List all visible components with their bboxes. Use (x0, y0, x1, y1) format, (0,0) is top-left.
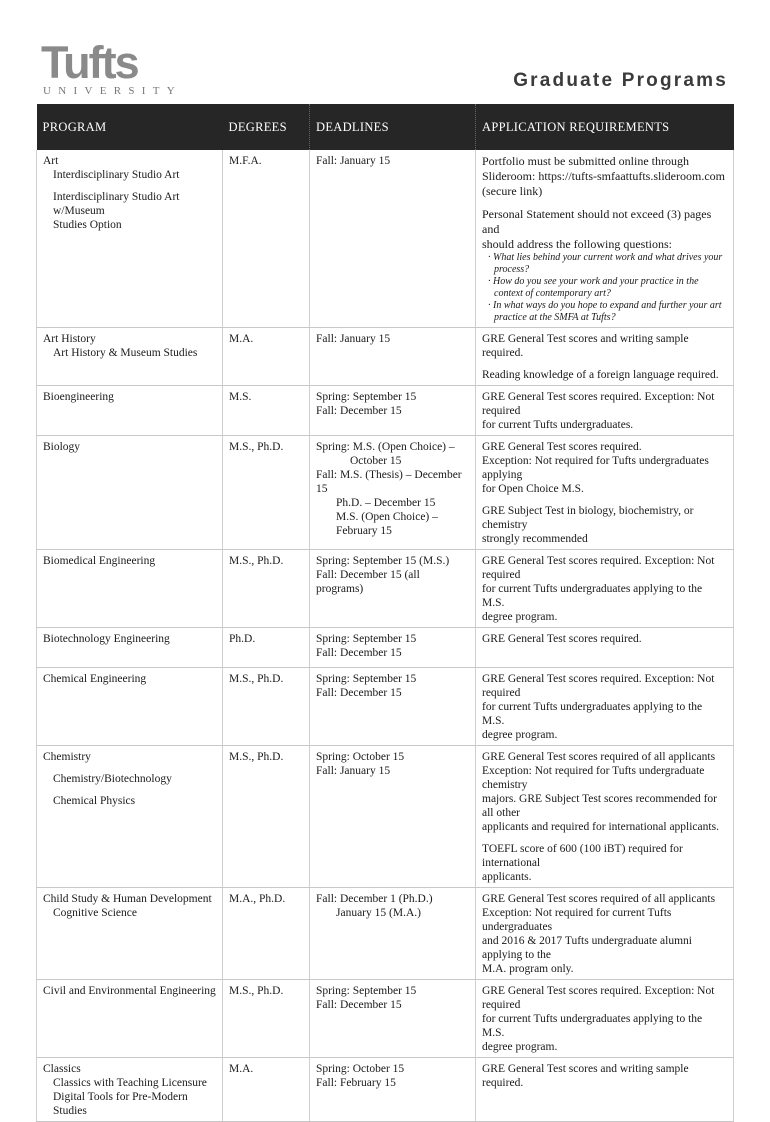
cell-line: Digital Tools for Pre-Modern Studies (53, 1091, 188, 1117)
deadlines-cell (310, 550, 476, 628)
deadlines-cell (310, 888, 476, 980)
requirements-cell (476, 746, 734, 888)
degrees-cell (223, 436, 310, 550)
requirements-cell (476, 150, 734, 328)
cell-line: Classics with Teaching Licensure (53, 1077, 207, 1089)
degrees-text: M.S., Ph.D. (229, 555, 284, 567)
cell-line (482, 834, 727, 842)
logo-university: UNIVERSITY (43, 85, 182, 97)
cell-line: Art (43, 155, 59, 167)
page-title: Graduate Programs (513, 70, 728, 91)
deadlines-cell (310, 150, 476, 328)
col-header-requirements: APPLICATION REQUIREMENTS (476, 104, 734, 150)
cell-line: GRE Subject Test in biology, biochemistry, or chemistry (482, 505, 694, 531)
table-row (37, 386, 734, 436)
degrees-text: M.A., Ph.D. (229, 893, 286, 905)
cell-line: GRE General Test scores required of all applicants (482, 751, 716, 763)
degrees-text: Ph.D. (229, 633, 256, 645)
cell-line: Exception: Not required for current Tufts undergraduates (482, 907, 672, 933)
deadlines-cell (310, 386, 476, 436)
degrees-cell (223, 328, 310, 386)
cell-line: Spring: September 15 (M.S.) (316, 555, 450, 567)
requirements-cell (476, 386, 734, 436)
program-cell (37, 628, 223, 668)
cell-line: applicants. (482, 871, 532, 883)
cell-line: for current Tufts undergraduates. (482, 419, 634, 431)
cell-line (43, 786, 216, 794)
cell-line: October 15 (350, 455, 402, 467)
cell-line: Fall: January 15 (316, 155, 391, 167)
degrees-text: M.S., Ph.D. (229, 985, 284, 997)
table-row (37, 746, 734, 888)
table-row (37, 668, 734, 746)
cell-line: Exception: Not required for Tufts undergraduates applying (482, 455, 709, 481)
cell-line (482, 496, 727, 504)
cell-line: Biotechnology Engineering (43, 633, 170, 645)
cell-line: GRE General Test scores required. (482, 633, 642, 645)
degrees-cell (223, 746, 310, 888)
cell-line: and 2016 & 2017 Tufts undergraduate alumni applying to the (482, 935, 692, 961)
cell-line: Chemical Engineering (43, 673, 147, 685)
cell-line: Ph.D. – December 15 (336, 497, 436, 509)
cell-line: Portfolio must be submitted online through (482, 154, 689, 168)
cell-line: Spring: September 15 (316, 633, 417, 645)
cell-line: Civil and Environmental Engineering (43, 985, 216, 997)
cell-line: Fall: February 15 (316, 1077, 396, 1089)
cell-line: Fall: December 15 (316, 405, 402, 417)
cell-line: Spring: October 15 (316, 1063, 405, 1075)
degrees-text: M.F.A. (229, 155, 262, 167)
cell-line: GRE General Test scores required. Exception: Not required (482, 673, 715, 699)
cell-line: Reading knowledge of a foreign language required. (482, 369, 719, 381)
requirements-cell (476, 980, 734, 1058)
cell-line: Chemistry (43, 751, 91, 763)
cell-line: Cognitive Science (53, 907, 137, 919)
cell-line: Fall: December 15 (316, 647, 402, 659)
degrees-cell (223, 668, 310, 746)
program-cell (37, 328, 223, 386)
col-header-deadlines: DEADLINES (310, 104, 476, 150)
cell-line: Fall: January 15 (316, 765, 391, 777)
requirements-cell (476, 436, 734, 550)
programs-table (36, 104, 734, 1122)
program-cell (37, 746, 223, 888)
requirements-cell (476, 668, 734, 746)
cell-line: Chemical Physics (53, 795, 136, 807)
cell-line: Biology (43, 441, 81, 453)
cell-line: Fall: January 15 (316, 333, 391, 345)
degrees-text: M.S., Ph.D. (229, 673, 284, 685)
cell-line: Slideroom: https://tufts-smfaattufts.slideroom.com (482, 169, 725, 183)
logo-wordmark: Tufts (41, 37, 138, 88)
cell-line: Fall: December 15 (316, 687, 402, 699)
cell-line: Art History (43, 333, 96, 345)
col-header-degrees: DEGREES (223, 104, 310, 150)
cell-line: applicants and required for international applicants. (482, 821, 719, 833)
degrees-text: M.S., Ph.D. (229, 751, 284, 763)
cell-line: GRE General Test scores required of all applicants (482, 893, 716, 905)
cell-line: for current Tufts undergraduates applying to the M.S. (482, 701, 703, 727)
degrees-cell (223, 386, 310, 436)
program-cell (37, 888, 223, 980)
cell-line: Spring: September 15 (316, 673, 417, 685)
table-row (37, 436, 734, 550)
cell-line: GRE General Test scores required. (482, 441, 642, 453)
cell-line: Exception: Not required for Tufts undergraduate chemistry (482, 765, 705, 791)
deadlines-cell (310, 980, 476, 1058)
cell-line: strongly recommended (482, 533, 588, 545)
tufts-logo (41, 37, 182, 97)
cell-line: majors. GRE Subject Test scores recommended for all other (482, 793, 717, 819)
cell-line: January 15 (M.A.) (336, 907, 421, 919)
degrees-cell (223, 150, 310, 328)
cell-line: Bioengineering (43, 391, 114, 403)
cell-line: for Open Choice M.S. (482, 483, 584, 495)
program-cell (37, 1058, 223, 1122)
cell-line: Chemistry/Biotechnology (53, 773, 172, 785)
table-row (37, 980, 734, 1058)
deadlines-cell (310, 436, 476, 550)
cell-line: Spring: September 15 (316, 985, 417, 997)
requirements-cell (476, 1058, 734, 1122)
table-row (37, 628, 734, 668)
degrees-text: M.S. (229, 391, 252, 403)
cell-line: Spring: M.S. (Open Choice) – (316, 441, 455, 453)
table-row (37, 550, 734, 628)
cell-line: M.A. program only. (482, 963, 574, 975)
requirements-cell (476, 328, 734, 386)
cell-line: degree program. (482, 729, 558, 741)
cell-line: Child Study & Human Development (43, 893, 212, 905)
cell-line: February 15 (336, 525, 392, 537)
table-row (37, 150, 734, 328)
program-cell (37, 150, 223, 328)
cell-line: Spring: September 15 (316, 391, 417, 403)
degrees-text: M.S., Ph.D. (229, 441, 284, 453)
col-header-program: PROGRAM (37, 104, 223, 150)
cell-line: for current Tufts undergraduates applying to the M.S. (482, 1013, 703, 1039)
cell-line: should address the following questions: (482, 237, 672, 251)
cell-line (43, 764, 216, 772)
table-row (37, 888, 734, 980)
cell-line: GRE General Test scores required. Exception: Not required (482, 555, 715, 581)
program-cell (37, 550, 223, 628)
cell-line: Fall: M.S. (Thesis) – December 15 (316, 469, 462, 495)
program-cell (37, 436, 223, 550)
program-cell (37, 386, 223, 436)
cell-line: (secure link) (482, 184, 543, 198)
cell-line: Interdisciplinary Studio Art (53, 169, 180, 181)
degrees-text: M.A. (229, 1063, 254, 1075)
cell-line: Art History & Museum Studies (53, 347, 198, 359)
degrees-text: M.A. (229, 333, 254, 345)
degrees-cell (223, 1058, 310, 1122)
cell-line: TOEFL score of 600 (100 iBT) required for international (482, 843, 683, 869)
cell-line: Personal Statement should not exceed (3) pages and (482, 207, 712, 236)
question-item: · What lies behind your current work and what drives your process? (488, 252, 723, 275)
requirements-cell (476, 550, 734, 628)
degrees-cell (223, 628, 310, 668)
table-row (37, 1058, 734, 1122)
deadlines-cell (310, 628, 476, 668)
deadlines-cell (310, 1058, 476, 1122)
table-row (37, 328, 734, 386)
cell-line: degree program. (482, 611, 558, 623)
cell-line: M.S. (Open Choice) – (336, 511, 438, 523)
degrees-cell (223, 550, 310, 628)
cell-line: degree program. (482, 1041, 558, 1053)
program-cell (37, 668, 223, 746)
cell-line: Studies Option (53, 219, 122, 231)
degrees-cell (223, 980, 310, 1058)
degrees-cell (223, 888, 310, 980)
deadlines-cell (310, 668, 476, 746)
cell-line: GRE General Test scores required. Exception: Not required (482, 391, 715, 417)
cell-line: GRE General Test scores and writing sample required. (482, 1063, 689, 1089)
cell-line: Interdisciplinary Studio Art w/Museum (53, 191, 180, 217)
deadlines-cell (310, 746, 476, 888)
cell-line: GRE General Test scores and writing sample required. (482, 333, 689, 359)
cell-line: Fall: December 15 (316, 999, 402, 1011)
cell-line (43, 182, 216, 190)
cell-line: Classics (43, 1063, 81, 1075)
requirements-cell (476, 888, 734, 980)
question-item: · How do you see your work and your practice in the context of contemporary art? (488, 276, 699, 299)
cell-line: Biomedical Engineering (43, 555, 156, 567)
cell-line: Fall: December 1 (Ph.D.) (316, 893, 433, 905)
program-cell (37, 980, 223, 1058)
cell-line: Fall: December 15 (all programs) (316, 569, 420, 595)
deadlines-cell (310, 328, 476, 386)
question-item: · In what ways do you hope to expand and further your art practice at the SMFA at Tufts? (488, 300, 722, 323)
table-header-row (37, 104, 734, 150)
cell-line (482, 360, 727, 368)
cell-line: Spring: October 15 (316, 751, 405, 763)
cell-line: for current Tufts undergraduates applying to the M.S. (482, 583, 703, 609)
cell-line: GRE General Test scores required. Exception: Not required (482, 985, 715, 1011)
cell-line (482, 199, 727, 207)
requirements-cell (476, 628, 734, 668)
